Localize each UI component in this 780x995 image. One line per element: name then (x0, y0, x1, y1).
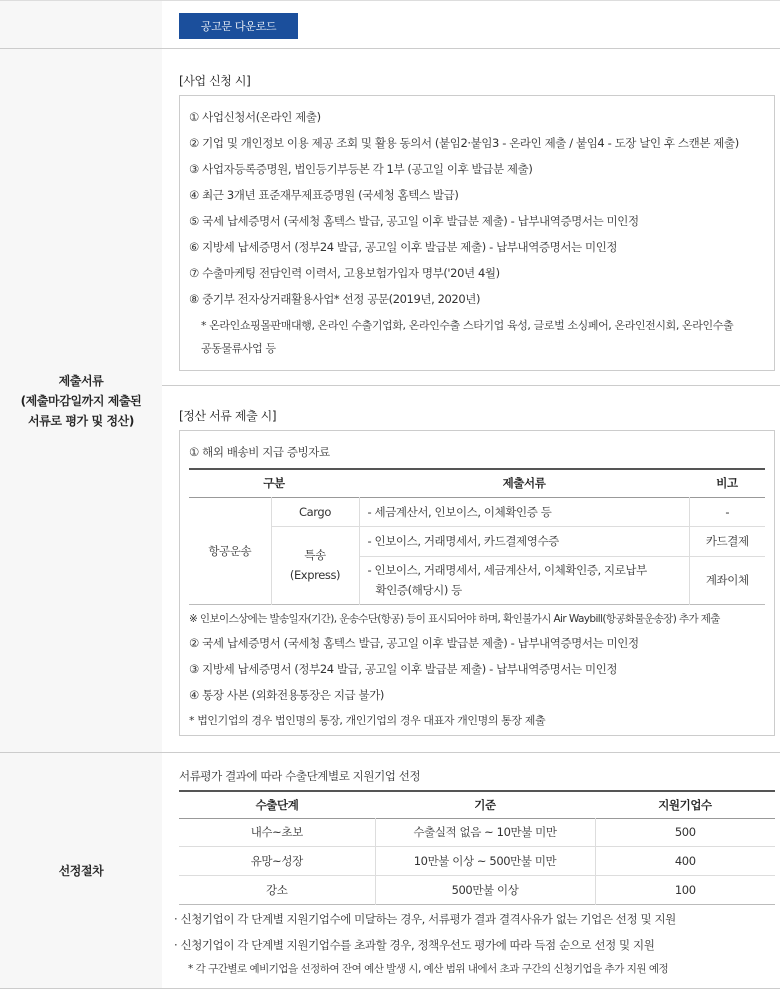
settle-item-4: ④ 통장 사본 (외화전용통장은 지급 불가) (189, 688, 384, 702)
shipping-docs-row-3-line-2: 확인증(해당시) 등 (375, 583, 462, 597)
apply-item-2: ② 기업 및 개인정보 이용 제공 조회 및 활용 동의서 (붙임2·붙임3 - 온라인 제출 / 붙임4 - 도장 날인 후 스캔본 제출) (189, 136, 739, 150)
selection-count-3: 100 (674, 882, 696, 897)
apply-note-line-1: * 온라인쇼핑몰판매대행, 온라인 수출기업화, 온라인수출 스타기업 육성, 글로벌 소싱페어, 온라인전시회, 온라인수출 (201, 319, 734, 332)
shipping-header-note: 비고 (716, 476, 738, 491)
settle-section-title: [정산 서류 제출 시] (179, 409, 277, 423)
documents-head-line-2: (제출마감일까지 제출된 (20, 393, 142, 408)
selection-criteria-1: 수출실적 없음 ~ 10만불 미만 (375, 818, 595, 846)
shipping-docs-row-3 (359, 556, 689, 604)
apply-docs-box (179, 95, 775, 371)
selection-row (0, 753, 780, 989)
download-row-body (162, 1, 780, 48)
settle-bank-note: * 법인기업의 경우 법인명의 통장, 개인기업의 경우 대표자 개인명의 통장 제출 (189, 714, 546, 727)
selection-row-head: 선정절차 (0, 753, 162, 988)
shipping-header-docs: 제출서류 (502, 476, 546, 491)
settle-item-2: ② 국세 납세증명서 (국세청 홈텍스 발급, 공고일 이후 발급분 제출) - 납부내역증명서는 미인정 (189, 636, 639, 650)
documents-section-divider (162, 385, 780, 386)
apply-item-8: ⑧ 중기부 전자상거래활용사업* 선정 공문(2019년, 2020년) (189, 292, 481, 306)
settle-item-1: ① 해외 배송비 지급 증빙자료 (189, 445, 330, 459)
selection-header-count: 지원기업수 (658, 797, 712, 812)
download-notice-button[interactable]: 공고문 다운로드 (179, 13, 298, 39)
selection-stage-3: 강소 (179, 875, 375, 904)
selection-bullet-1: · 신청기업이 각 단계별 지원기업수에 미달하는 경우, 서류평가 결과 결격사유가 없는 기업은 선정 및 지원 (174, 912, 676, 926)
selection-stage-2: 유망~성장 (179, 846, 375, 875)
shipping-docs-row-1: - 세금계산서, 인보이스, 이체확인증 등 (359, 497, 689, 526)
settle-invoice-note: ※ 인보이스상에는 발송일자(기간), 운송수단(항공) 등이 표시되어야 하며, 확인불가시 Air Waybill(항공화물운송장) 추가 제출 (189, 613, 720, 625)
download-row-head (0, 1, 162, 48)
download-row (0, 1, 780, 49)
shipping-note-row-2: 카드결제 (705, 534, 749, 548)
documents-row (0, 49, 780, 753)
apply-item-5: ⑤ 국세 납세증명서 (국세청 홈텍스 발급, 공고일 이후 발급분 제출) - 납부내역증명서는 미인정 (189, 214, 639, 228)
shipping-note-row-1: - (725, 504, 730, 519)
shipping-category-air: 항공운송 (189, 497, 271, 604)
settle-docs-box (179, 430, 775, 736)
shipping-header-category: 구분 (263, 476, 285, 491)
selection-row-body (162, 753, 780, 988)
documents-head-line-3: 서류로 평가 및 정산) (28, 413, 134, 428)
selection-intro: 서류평가 결과에 따라 수출단계별로 지원기업 선정 (179, 769, 421, 783)
apply-item-3: ③ 사업자등록증명원, 법인등기부등본 각 1부 (공고일 이후 발급분 제출) (189, 162, 533, 176)
shipping-type-cargo: Cargo (271, 497, 359, 526)
settle-item-3: ③ 지방세 납세증명서 (정부24 발급, 공고일 이후 발급분 제출) - 납부내역증명서는 미인정 (189, 662, 618, 676)
selection-stage-1: 내수~초보 (179, 818, 375, 846)
shipping-docs-table (189, 468, 765, 605)
apply-item-1: ① 사업신청서(온라인 제출) (189, 110, 321, 124)
selection-criteria-3: 500만불 이상 (375, 875, 595, 904)
shipping-type-express (271, 526, 359, 604)
shipping-note-row-3: 계좌이체 (705, 573, 749, 587)
selection-bullet-2: · 신청기업이 각 단계별 지원기업수를 초과할 경우, 정책우선도 평가에 따라 득점 순으로 선정 및 지원 (174, 938, 655, 952)
selection-criteria-2: 10만불 이상 ~ 500만불 미만 (375, 846, 595, 875)
shipping-docs-row-3-line-1: - 인보이스, 거래명세서, 세금계산서, 이체확인증, 지로납부 (367, 563, 647, 577)
documents-row-head (0, 49, 162, 752)
apply-section-title: [사업 신청 시] (179, 74, 251, 88)
apply-item-6: ⑥ 지방세 납세증명서 (정부24 발급, 공고일 이후 발급분 제출) - 납부내역증명서는 미인정 (189, 240, 618, 254)
apply-note-line-2: 공동물류사업 등 (201, 342, 276, 355)
shipping-type-express-line-1: 특송 (304, 548, 326, 562)
documents-head-line-1: 제출서류 (58, 373, 104, 388)
apply-item-7: ⑦ 수출마케팅 전담인력 이력서, 고용보험가입자 명부('20년 4월) (189, 266, 500, 280)
selection-header-criteria: 기준 (474, 797, 496, 812)
apply-item-4: ④ 최근 3개년 표준재무제표증명원 (국세청 홈텍스 발급) (189, 188, 459, 202)
documents-row-body (162, 49, 780, 752)
selection-count-1: 500 (674, 825, 696, 839)
selection-header-stage: 수출단계 (255, 797, 299, 812)
shipping-docs-row-2: - 인보이스, 거래명세서, 카드결제영수증 (359, 526, 689, 556)
selection-count-2: 400 (674, 853, 696, 868)
selection-note: * 각 구간별로 예비기업을 선정하여 잔여 예산 발생 시, 예산 범위 내에서 초과 구간의 신청기업을 추가 지원 예정 (188, 963, 669, 975)
shipping-type-express-line-2: (Express) (289, 568, 341, 582)
selection-table (179, 790, 775, 905)
